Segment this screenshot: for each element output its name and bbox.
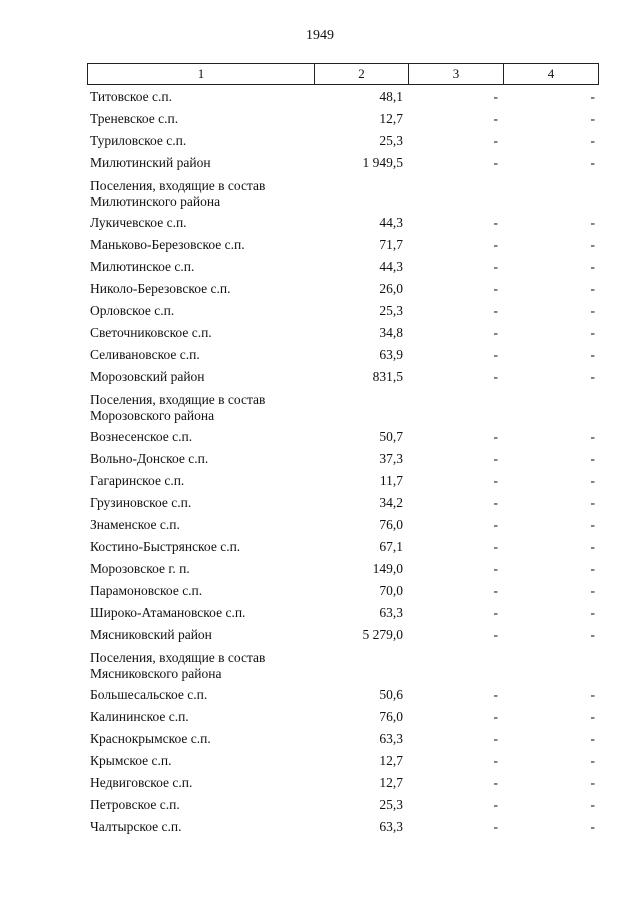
- row-value-2: 34,2: [379, 495, 403, 510]
- row-value-3: -: [493, 539, 498, 554]
- table-row: [0, 684, 640, 706]
- row-value-3: -: [493, 605, 498, 620]
- section-heading-row: [0, 646, 640, 684]
- table-row: [0, 108, 640, 130]
- row-value-3: -: [493, 325, 498, 340]
- row-value-2: 50,7: [379, 429, 403, 444]
- row-value-4: -: [590, 369, 595, 384]
- row-value-4: -: [590, 347, 595, 362]
- page-number: 1949: [306, 28, 334, 43]
- table-row: [0, 300, 640, 322]
- row-value-3: -: [493, 687, 498, 702]
- row-value-4: -: [590, 539, 595, 554]
- row-value-3: -: [493, 237, 498, 252]
- table-row: [0, 558, 640, 580]
- table-row: [0, 794, 640, 816]
- row-value-4: -: [590, 155, 595, 170]
- row-value-2: 44,3: [379, 259, 403, 274]
- row-value-2: 44,3: [379, 215, 403, 230]
- row-value-4: -: [590, 451, 595, 466]
- row-value-3: -: [493, 495, 498, 510]
- row-name: Вознесенское с.п.: [90, 429, 193, 444]
- row-name: Селивановское с.п.: [90, 347, 200, 362]
- row-value-3: -: [493, 429, 498, 444]
- row-name: Большесальское с.п.: [90, 687, 208, 702]
- row-value-4: -: [590, 605, 595, 620]
- row-value-3: -: [493, 259, 498, 274]
- row-name: Краснокрымское с.п.: [90, 731, 211, 746]
- row-value-3: -: [493, 451, 498, 466]
- row-value-4: -: [590, 709, 595, 724]
- table-row: [0, 536, 640, 558]
- row-name: Парамоновское с.п.: [90, 583, 203, 598]
- table-row: [0, 426, 640, 448]
- table-row: [0, 86, 640, 108]
- row-value-4: -: [590, 687, 595, 702]
- row-name: Николо-Березовское с.п.: [90, 281, 231, 296]
- row-name: Петровское с.п.: [90, 797, 180, 812]
- row-name: Недвиговское с.п.: [90, 775, 193, 790]
- row-name: Крымское с.п.: [90, 753, 172, 768]
- row-value-3: -: [493, 215, 498, 230]
- row-value-4: -: [590, 561, 595, 576]
- row-name: Милютинское с.п.: [90, 259, 195, 274]
- column-header-3: 3: [409, 64, 504, 85]
- table-row: [0, 448, 640, 470]
- row-name: Калининское с.п.: [90, 709, 189, 724]
- row-value-2: 76,0: [379, 709, 403, 724]
- row-value-3: -: [493, 303, 498, 318]
- row-name: Широко-Атамановское с.п.: [90, 605, 246, 620]
- row-value-2: 70,0: [379, 583, 403, 598]
- row-value-3: -: [493, 731, 498, 746]
- row-value-2: 50,6: [379, 687, 403, 702]
- row-name: Костино-Быстрянское с.п.: [90, 539, 241, 554]
- row-name: Орловское с.п.: [90, 303, 175, 318]
- row-value-3: -: [493, 517, 498, 532]
- row-value-4: -: [590, 133, 595, 148]
- row-value-4: -: [590, 627, 595, 642]
- row-value-2: 34,8: [379, 325, 403, 340]
- section-heading-row: [0, 174, 640, 212]
- row-value-2: 48,1: [379, 89, 403, 104]
- table-row: [0, 514, 640, 536]
- row-value-3: -: [493, 709, 498, 724]
- table-row: [0, 772, 640, 794]
- row-value-4: -: [590, 215, 595, 230]
- row-value-2: 25,3: [379, 133, 403, 148]
- row-value-4: -: [590, 517, 595, 532]
- row-name: Поселения, входящие в состав Мясниковского района: [90, 650, 266, 681]
- table-row: [0, 470, 640, 492]
- row-value-3: -: [493, 111, 498, 126]
- row-value-2: 12,7: [379, 753, 403, 768]
- row-value-4: -: [590, 495, 595, 510]
- row-name: Чалтырское с.п.: [90, 819, 182, 834]
- row-value-3: -: [493, 627, 498, 642]
- row-value-2: 37,3: [379, 451, 403, 466]
- section-heading-row: [0, 388, 640, 426]
- row-name: Морозовский район: [90, 369, 205, 384]
- row-name: Милютинский район: [90, 155, 211, 170]
- table-row: [0, 602, 640, 624]
- row-value-2: 76,0: [379, 517, 403, 532]
- row-value-2: 12,7: [379, 111, 403, 126]
- row-name: Вольно-Донское с.п.: [90, 451, 209, 466]
- row-value-4: -: [590, 325, 595, 340]
- column-header-1: 1: [88, 64, 315, 85]
- row-value-3: -: [493, 155, 498, 170]
- table-row: [0, 234, 640, 256]
- table-row: [0, 706, 640, 728]
- row-value-2: 63,9: [379, 347, 403, 362]
- table-row: [0, 322, 640, 344]
- table-row: [0, 816, 640, 838]
- row-value-2: 5 279,0: [362, 627, 403, 642]
- row-value-3: -: [493, 281, 498, 296]
- column-header-2: 2: [315, 64, 409, 85]
- row-value-3: -: [493, 347, 498, 362]
- row-value-2: 149,0: [372, 561, 403, 576]
- row-value-3: -: [493, 775, 498, 790]
- table-row: [0, 728, 640, 750]
- row-value-2: 11,7: [379, 473, 403, 488]
- row-value-4: -: [590, 89, 595, 104]
- row-value-4: -: [590, 473, 595, 488]
- row-name: Туриловское с.п.: [90, 133, 187, 148]
- row-value-4: -: [590, 731, 595, 746]
- row-name: Мясниковский район: [90, 627, 212, 642]
- row-value-4: -: [590, 281, 595, 296]
- row-value-4: -: [590, 237, 595, 252]
- table-row: [0, 212, 640, 234]
- row-value-2: 25,3: [379, 303, 403, 318]
- row-value-2: 26,0: [379, 281, 403, 296]
- row-name: Маньково-Березовское с.п.: [90, 237, 245, 252]
- table-row: [0, 130, 640, 152]
- row-value-2: 63,3: [379, 731, 403, 746]
- row-value-4: -: [590, 111, 595, 126]
- table-row: [0, 492, 640, 514]
- row-name: Грузиновское с.п.: [90, 495, 192, 510]
- row-name: Гагаринское с.п.: [90, 473, 185, 488]
- row-name: Светочниковское с.п.: [90, 325, 212, 340]
- row-value-4: -: [590, 819, 595, 834]
- row-value-3: -: [493, 473, 498, 488]
- row-value-2: 63,3: [379, 605, 403, 620]
- row-value-3: -: [493, 753, 498, 768]
- table-row: [0, 256, 640, 278]
- row-name: Знаменское с.п.: [90, 517, 180, 532]
- column-header-table: [87, 63, 599, 85]
- row-value-2: 12,7: [379, 775, 403, 790]
- row-value-2: 71,7: [379, 237, 403, 252]
- row-value-3: -: [493, 819, 498, 834]
- column-header-4: 4: [504, 64, 599, 85]
- row-value-2: 25,3: [379, 797, 403, 812]
- row-name: Лукичевское с.п.: [90, 215, 187, 230]
- row-value-2: 63,3: [379, 819, 403, 834]
- row-value-3: -: [493, 561, 498, 576]
- row-value-2: 1 949,5: [362, 155, 403, 170]
- row-value-2: 67,1: [379, 539, 403, 554]
- table-row: [0, 366, 640, 388]
- row-value-2: 831,5: [372, 369, 403, 384]
- table-row: [0, 624, 640, 646]
- row-name: Морозовское г. п.: [90, 561, 190, 576]
- column-header-row: [88, 64, 599, 85]
- row-value-4: -: [590, 797, 595, 812]
- row-value-4: -: [590, 775, 595, 790]
- row-value-3: -: [493, 583, 498, 598]
- row-value-3: -: [493, 89, 498, 104]
- row-value-3: -: [493, 797, 498, 812]
- row-value-4: -: [590, 429, 595, 444]
- row-value-4: -: [590, 303, 595, 318]
- table-row: [0, 580, 640, 602]
- row-value-3: -: [493, 133, 498, 148]
- row-name: Титовское с.п.: [90, 89, 173, 104]
- table-row: [0, 344, 640, 366]
- row-value-3: -: [493, 369, 498, 384]
- row-value-4: -: [590, 259, 595, 274]
- table-body: [0, 86, 640, 838]
- row-name: Поселения, входящие в состав Милютинского района: [90, 178, 266, 209]
- row-name: Поселения, входящие в состав Морозовского района: [90, 392, 266, 423]
- table-row: [0, 278, 640, 300]
- row-value-4: -: [590, 753, 595, 768]
- row-name: Треневское с.п.: [90, 111, 179, 126]
- row-value-4: -: [590, 583, 595, 598]
- table-row: [0, 750, 640, 772]
- table-row: [0, 152, 640, 174]
